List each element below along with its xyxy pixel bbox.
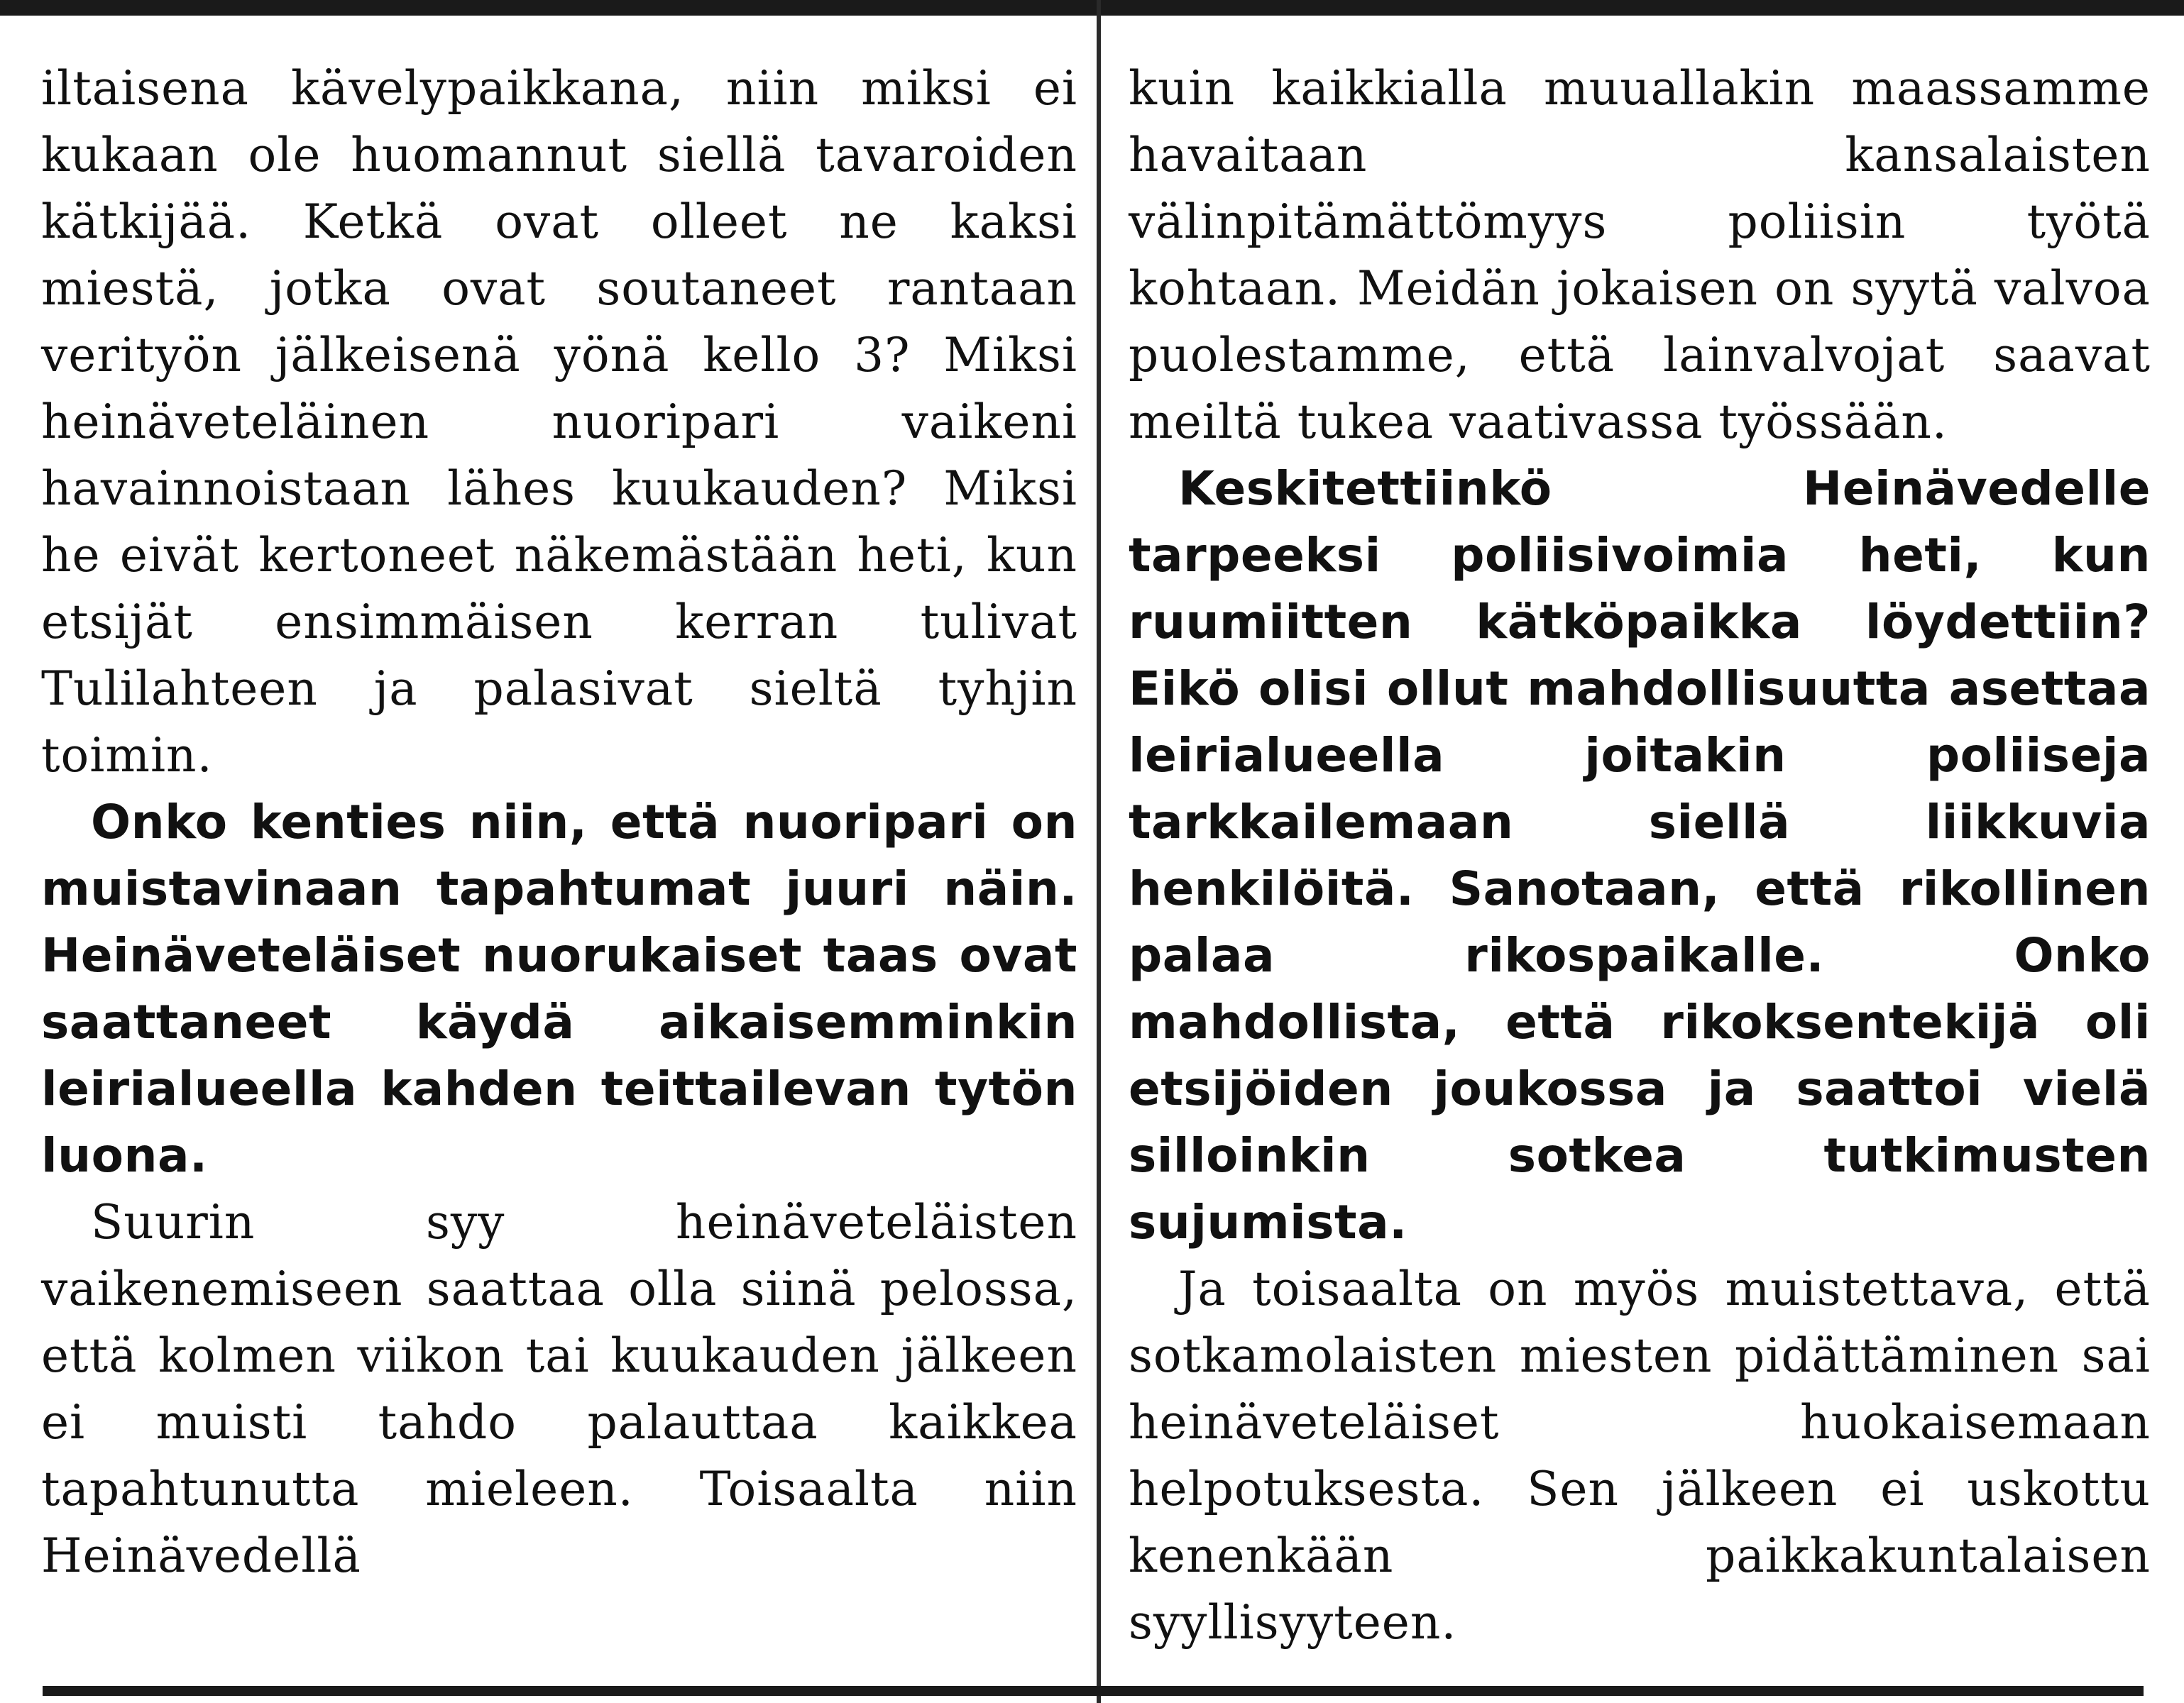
column-divider [1097,0,1101,1703]
left-column [41,55,1077,1589]
right-paragraph-1: kuin kaikkialla muuallakin maassamme havaitaan kansalaisten välinpitämättömyys poliisin työtä kohtaan. Meidän jokaisen on syytä valvoa puolestamme, että lainvalvojat saavat meiltä tukea vaativassa työssään. [1129,61,2151,449]
bottom-rule [43,1686,2144,1696]
right-column [1129,55,2151,1656]
right-paragraph-2: Keskitettiinkö Heinävedelle tarpeeksi poliisivoimia heti, kun ruumiitten kätköpaikka löydettiin? Eikö olisi ollut mahdollisuutta asettaa leirialueella joitakin poliiseja tarkkailemaan siellä liikkuvia henkilöitä. Sanotaan, että rikollinen palaa rikospaikalle. Onko mahdollista, että rikoksentekijä oli etsijöiden joukossa ja saattoi vielä silloinkin sotkea tutkimusten sujumista. [1129,461,2151,1250]
top-rule [0,0,2184,16]
left-paragraph-2: Onko kenties niin, että nuoripari on muistavinaan tapahtumat juuri näin. Heinäveteläiset nuorukaiset taas ovat saattaneet käydä aikaisemminkin leirialueella kahden teittailevan tytön luona. [41,795,1077,1183]
right-paragraph-3: Ja toisaalta on myös muistettava, että sotkamolaisten miesten pidättäminen sai heinäveteläiset huokaisemaan helpotuksesta. Sen jälkeen ei uskottu kenenkään paikkakuntalaisen syyllisyyteen. [1129,1262,2151,1650]
left-paragraph-3: Suurin syy heinäveteläisten vaikenemiseen saattaa olla siinä pelossa, että kolmen viikon tai kuukauden jälkeen ei muisti tahdo palauttaa kaikkea tapahtunutta mieleen. Toisaalta niin Heinävedellä [41,1195,1077,1583]
left-paragraph-1: iltaisena kävelypaikkana, niin miksi ei kukaan ole huomannut siellä tavaroiden kätkijää. Ketkä ovat olleet ne kaksi miestä, jotka ovat soutaneet rantaan verityön jälkeisenä yönä kello 3? Miksi heinäveteläinen nuoripari vaikeni havainnoistaan lähes kuukauden? Miksi he eivät kertoneet näkemästään heti, kun etsijät ensimmäisen kerran tulivat Tulilahteen ja palasivat sieltä tyhjin toimin. [41,61,1077,783]
